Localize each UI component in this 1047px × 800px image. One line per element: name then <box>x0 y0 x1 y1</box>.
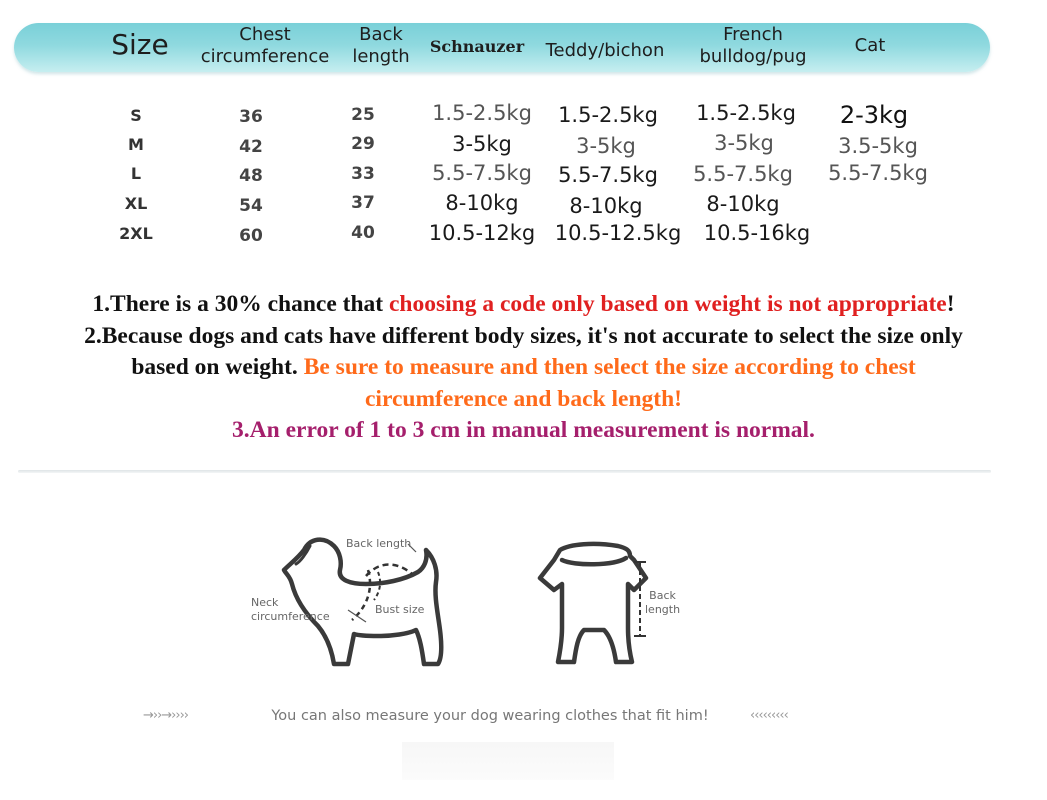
french-cell: 8-10kg <box>706 192 780 216</box>
teddy-cell: 8-10kg <box>569 194 643 218</box>
header-chest-line2: circumference <box>200 46 330 67</box>
french-cell: 10.5-16kg <box>703 221 811 245</box>
cat-cell: 3.5-5kg <box>838 134 918 158</box>
note-2-line3: circumference and back length! <box>365 386 682 412</box>
back-cell: 25 <box>351 105 375 125</box>
header-back-line2: length <box>352 46 410 67</box>
chest-cell: 48 <box>239 166 263 186</box>
neck-label-line2: circumference <box>251 610 330 623</box>
faint-decorative-block <box>402 742 614 780</box>
chest-cell: 60 <box>239 226 263 246</box>
size-cell: M <box>128 135 144 154</box>
header-french-line1: French <box>723 24 783 45</box>
dog-shirt-icon <box>540 544 646 662</box>
note-1-highlight: choosing a code only based on weight is not appropriate <box>388 291 947 317</box>
schnauzer-cell: 8-10kg <box>445 191 519 215</box>
size-cell: 2XL <box>119 224 153 243</box>
french-cell: 1.5-2.5kg <box>696 101 796 125</box>
header-back-line1: Back <box>359 24 403 45</box>
footer-tip: You can also measure your dog wearing clothes that fit him! <box>271 708 709 724</box>
garment-measurement-diagram <box>534 538 654 668</box>
header-french <box>684 24 822 68</box>
chest-cell: 42 <box>239 137 263 157</box>
schnauzer-cell: 10.5-12kg <box>428 221 536 245</box>
note-2-highlight: Be sure to measure and then select the size according to chest <box>303 354 916 380</box>
cat-cell: 2-3kg <box>839 101 909 129</box>
teddy-cell: 5.5-7.5kg <box>558 163 658 187</box>
schnauzer-cell: 5.5-7.5kg <box>432 161 532 185</box>
header-teddy: Teddy/bichon <box>545 40 665 61</box>
back-cell: 29 <box>351 134 375 154</box>
size-cell: S <box>130 106 142 125</box>
cat-cell: 5.5-7.5kg <box>828 161 928 185</box>
arrows-right-decoration: →››→›››› <box>143 708 188 723</box>
schnauzer-cell: 1.5-2.5kg <box>432 101 532 125</box>
header-french-line2: bulldog/pug <box>699 46 807 67</box>
note-1-end: ! <box>946 291 955 317</box>
french-cell: 3-5kg <box>714 131 774 155</box>
size-cell: L <box>130 164 142 183</box>
header-chest <box>190 24 340 68</box>
neck-circumference-label <box>251 596 330 624</box>
teddy-cell: 3-5kg <box>576 134 636 158</box>
back-cell: 33 <box>351 164 375 184</box>
header-cat: Cat <box>854 35 886 56</box>
section-divider <box>18 470 991 473</box>
size-cell: XL <box>124 194 148 213</box>
bust-dashed-line <box>374 572 380 600</box>
garment-back-label-line2: length <box>645 603 681 616</box>
neck-dashed-line <box>352 570 370 620</box>
arrows-left-decoration: ‹‹‹‹‹‹‹‹‹ <box>750 708 788 723</box>
note-1 <box>0 289 1047 320</box>
header-size: Size <box>111 28 169 61</box>
chest-cell: 36 <box>239 107 263 127</box>
garment-back-length-label <box>645 589 680 617</box>
note-2-line1: 2.Because dogs and cats have different body sizes, it's not accurate to select the size only <box>84 323 963 349</box>
header-schnauzer: Schnauzer <box>429 37 525 56</box>
note-2-line2 <box>0 352 1047 383</box>
header-back <box>344 24 418 68</box>
garment-back-label-line1: Back <box>649 589 676 602</box>
header-chest-line1: Chest <box>239 24 291 45</box>
bust-size-label: Bust size <box>375 603 425 616</box>
back-cell: 37 <box>351 193 375 213</box>
french-cell: 5.5-7.5kg <box>693 162 793 186</box>
back-cell: 40 <box>351 223 375 243</box>
teddy-cell: 10.5-12.5kg <box>554 221 682 245</box>
note-1-text: 1.There is a 30% chance that <box>92 291 389 317</box>
chest-cell: 54 <box>239 196 263 216</box>
neck-label-line1: Neck <box>251 596 279 609</box>
schnauzer-cell: 3-5kg <box>452 132 512 156</box>
back-length-dashed-line <box>366 565 412 577</box>
note-2-text: based on weight. <box>131 354 304 380</box>
teddy-cell: 1.5-2.5kg <box>558 103 658 127</box>
back-length-label: Back length <box>346 537 412 550</box>
note-3: 3.An error of 1 to 3 cm in manual measurement is normal. <box>232 417 815 443</box>
